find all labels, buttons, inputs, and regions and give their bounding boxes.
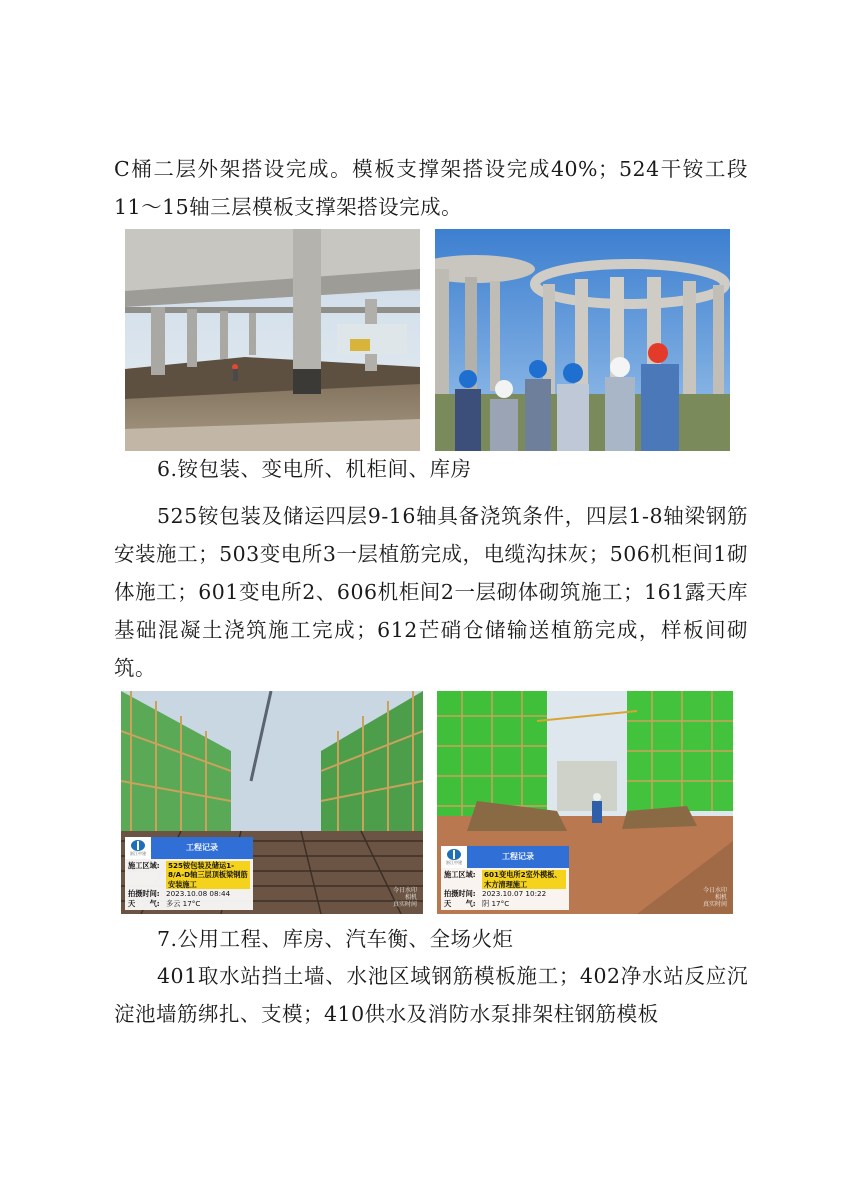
- paragraph-continuation: C桶二层外架搭设完成。模板支撑架搭设完成40%；524干铵工段11～15轴三层模板支撑架搭设完成。: [114, 157, 748, 219]
- section-heading-6: 6.铵包装、变电所、机柜间、库房: [157, 457, 472, 481]
- record-title: 工程记录: [467, 846, 569, 868]
- area-value: 525铵包装及储运1-8/A-D轴三层顶板梁钢筋安装施工: [166, 861, 250, 890]
- area-label: 施工区域:: [444, 870, 476, 879]
- area-label: 施工区域:: [128, 860, 160, 870]
- weather-label: 天 气:: [444, 898, 476, 908]
- photo-concrete-frame: [125, 229, 420, 451]
- weather-value: 多云 17°C: [166, 898, 201, 908]
- time-label: 拍摄时间:: [444, 889, 476, 898]
- photo-rebar-construction: [121, 691, 423, 914]
- area-value: 601变电所2室外模板、木方清理施工: [482, 870, 566, 889]
- weather-label: 天 气:: [128, 898, 160, 908]
- photo-substation-site: [437, 691, 733, 914]
- company-logo: 浙江中建: [441, 846, 467, 868]
- watermark: 今日水印 相机 真实时间: [392, 887, 417, 908]
- engineering-record-1: [125, 837, 253, 911]
- section-heading-7: 7.公用工程、库房、汽车衡、全场火炬: [157, 927, 514, 951]
- time-value: 2023.10.07 10:22: [482, 889, 547, 898]
- time-value: 2023.10.08 08:44: [166, 889, 231, 898]
- paragraph-section-7: 401取水站挡土墙、水池区域钢筋模板施工；402净水站反应沉淀池墙筋绑扎、支模；410供水及消防水泵排架柱钢筋模板: [114, 964, 748, 1026]
- paragraph-section-6: 525铵包装及储运四层9-16轴具备浇筑条件，四层1-8轴梁钢筋安装施工；503变电所3一层植筋完成，电缆沟抹灰；506机柜间1砌体施工；601变电所2、606机柜间2一层砌体砌筑施工；161露天库基础混凝土浇筑施工完成；612芒硝仓储输送植筋完成，样板间砌筑。: [114, 504, 748, 680]
- watermark: 今日水印 相机 真实时间: [702, 887, 727, 908]
- weather-value: 阴 17°C: [482, 898, 510, 908]
- photo-ring-structure-workers: [435, 229, 730, 451]
- record-title: 工程记录: [151, 837, 253, 859]
- engineering-record-2: [441, 846, 569, 910]
- company-logo: 浙江中建: [125, 837, 151, 859]
- time-label: 拍摄时间:: [128, 889, 160, 898]
